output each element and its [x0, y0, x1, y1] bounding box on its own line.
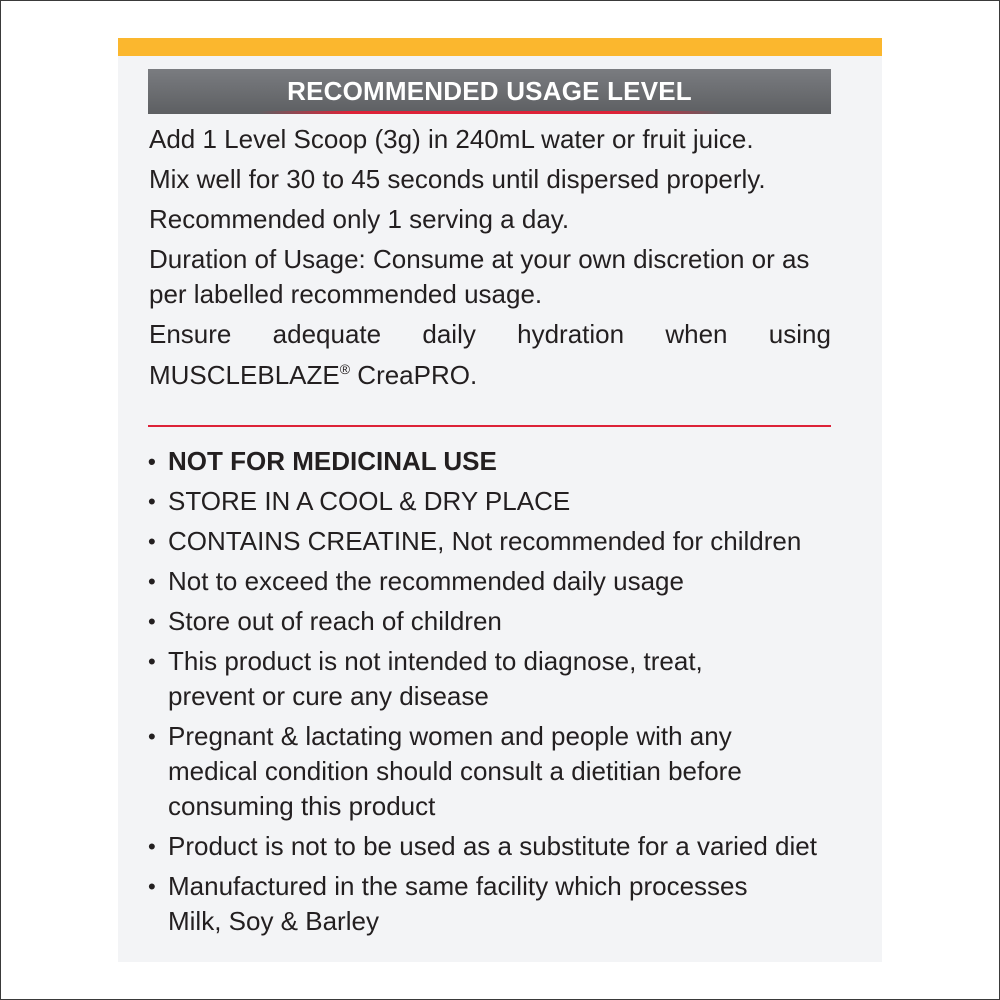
- warning-text-line: This product is not intended to diagnose, treat,: [168, 646, 703, 676]
- bullet-icon: •: [148, 449, 156, 474]
- warning-text-line: NOT FOR MEDICINAL USE: [168, 446, 497, 476]
- usage-line-serving: Recommended only 1 serving a day.: [149, 204, 570, 234]
- warning-text-line: medical condition should consult a dietitian before: [168, 756, 742, 786]
- warning-text-line: Not to exceed the recommended daily usage: [168, 566, 684, 596]
- warning-item: [148, 564, 858, 599]
- bullet-icon: •: [148, 649, 156, 674]
- usage-line-mix: Mix well for 30 to 45 seconds until dispersed properly.: [149, 164, 766, 194]
- warning-item: [148, 869, 858, 939]
- hydration-word: Ensure: [149, 319, 232, 349]
- warnings-list: [148, 444, 858, 944]
- warning-item: [148, 444, 858, 479]
- warning-text-line: Manufactured in the same facility which processes: [168, 871, 748, 901]
- red-divider: [148, 425, 831, 427]
- hydration-word: hydration: [517, 319, 625, 349]
- hydration-line-b: [149, 352, 831, 393]
- top-accent-bar: [118, 38, 882, 56]
- warning-item: [148, 484, 858, 519]
- hydration-word: when: [665, 319, 728, 349]
- warning-item: [148, 644, 858, 714]
- usage-line-scoop: Add 1 Level Scoop (3g) in 240mL water or fruit juice.: [149, 124, 754, 154]
- bullet-icon: •: [148, 489, 156, 514]
- hydration-line-a: [149, 317, 831, 352]
- warning-text-line: CONTAINS CREATINE, Not recommended for children: [168, 526, 802, 556]
- hydration-word: daily: [422, 319, 476, 349]
- warning-item: [148, 719, 858, 824]
- section-heading-bar: [148, 69, 831, 114]
- warning-text-line: Milk, Soy & Barley: [168, 906, 379, 936]
- duration-line-a: Duration of Usage: Consume at your own discretion or as: [149, 244, 810, 274]
- warning-item: [148, 604, 858, 639]
- section-heading: RECOMMENDED USAGE LEVEL: [287, 76, 692, 106]
- hydration-word: adequate: [272, 319, 382, 349]
- label-panel: [118, 38, 882, 962]
- bullet-icon: •: [148, 724, 156, 749]
- hydration-word: using: [768, 319, 831, 349]
- warning-item: [148, 829, 858, 864]
- brand-name: MUSCLEBLAZE: [149, 360, 340, 390]
- warning-text-line: Store out of reach of children: [168, 606, 502, 636]
- warning-text-line: prevent or cure any disease: [168, 681, 489, 711]
- usage-line-hydration: [149, 317, 831, 393]
- warning-text-line: STORE IN A COOL & DRY PLACE: [168, 486, 571, 516]
- duration-line-b: per labelled recommended usage.: [149, 279, 543, 309]
- warning-text-line: consuming this product: [168, 791, 436, 821]
- registered-mark: ®: [339, 361, 351, 377]
- bullet-icon: •: [148, 874, 156, 899]
- bullet-icon: •: [148, 834, 156, 859]
- warning-item: [148, 524, 858, 559]
- bullet-icon: •: [148, 609, 156, 634]
- bullet-icon: •: [148, 529, 156, 554]
- warning-text-line: Pregnant & lactating women and people with any: [168, 721, 732, 751]
- bullet-icon: •: [148, 569, 156, 594]
- usage-line-duration: [149, 242, 831, 312]
- warning-text-line: Product is not to be used as a substitute for a varied diet: [168, 831, 817, 861]
- usage-instructions: [149, 122, 831, 398]
- product-name: CreaPRO.: [350, 360, 478, 390]
